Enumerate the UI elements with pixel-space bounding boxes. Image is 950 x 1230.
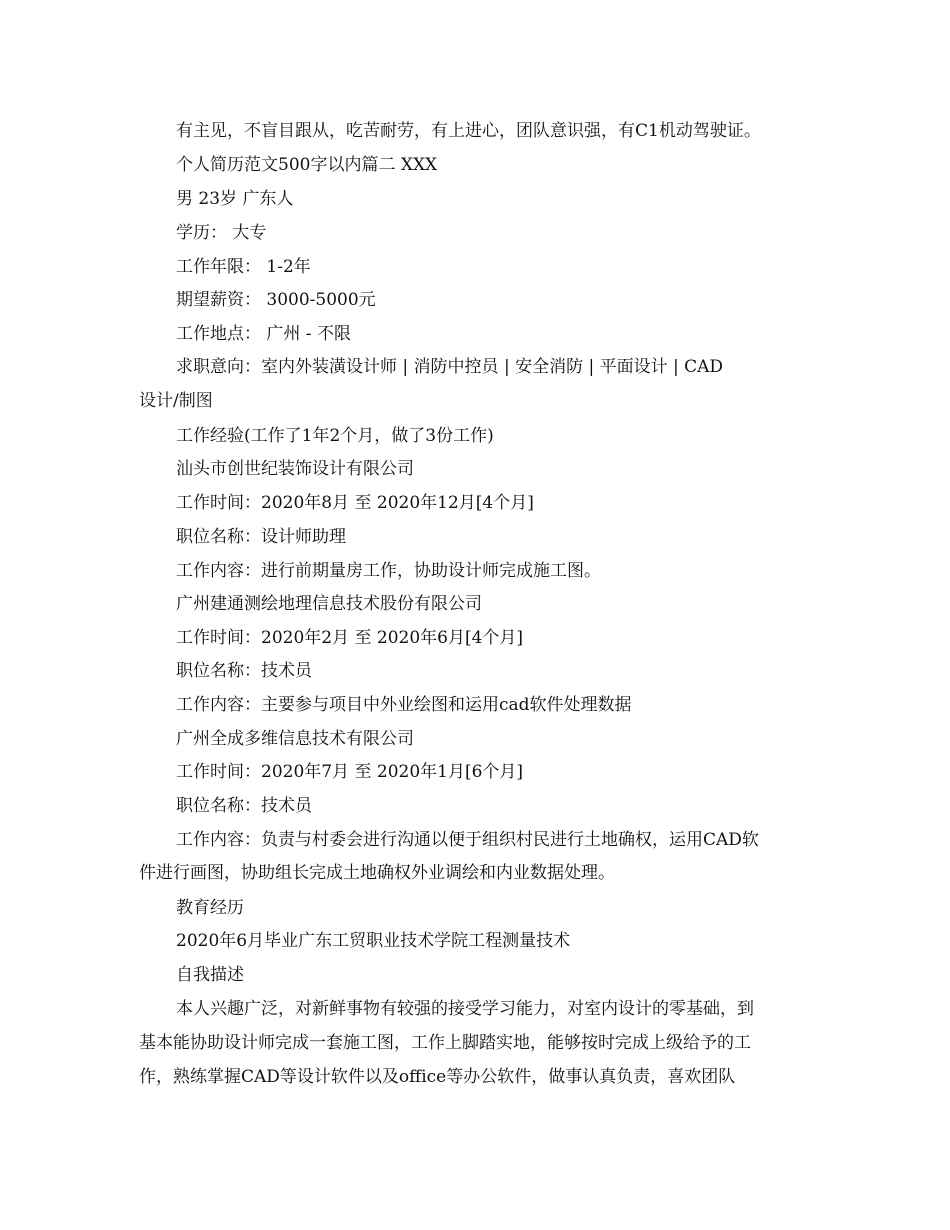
text-line-company-3-position: 职位名称：技术员 (176, 796, 312, 816)
text-line-expected-salary: 期望薪资： 3000-5000元 (176, 290, 376, 310)
text-line-company-2-time: 工作时间：2020年2月 至 2020年6月[4个月] (176, 628, 524, 648)
text-line-self-description-heading: 自我描述 (176, 965, 244, 985)
text-line-self-description-1: 本人兴趣广泛，对新鲜事物有较强的接受学习能力，对室内设计的零基础，到 (176, 999, 754, 1019)
text-line-company-2-position: 职位名称：技术员 (176, 661, 312, 681)
text-line-job-intention: 求职意向：室内外装潢设计师 | 消防中控员 | 安全消防 | 平面设计 | CAD (176, 357, 724, 377)
text-line-company-1-position: 职位名称：设计师助理 (176, 527, 346, 547)
text-line-resume-title: 个人简历范文500字以内篇二 XXX (176, 155, 438, 175)
text-line-work-location: 工作地点： 广州 - 不限 (176, 324, 351, 344)
text-line-company-3-time: 工作时间：2020年7月 至 2020年1月[6个月] (176, 762, 524, 782)
text-line-education-level: 学历： 大专 (176, 223, 267, 243)
text-line-self-description-3: 作，熟练掌握CAD等设计软件以及office等办公软件，做事认真负责，喜欢团队 (139, 1067, 736, 1087)
text-line-company-2: 广州建通测绘地理信息技术股份有限公司 (176, 594, 482, 614)
text-line-company-1-time: 工作时间：2020年8月 至 2020年12月[4个月] (176, 493, 534, 513)
text-line-education-detail: 2020年6月毕业广东工贸职业技术学院工程测量技术 (176, 931, 571, 951)
text-line-company-1: 汕头市创世纪装饰设计有限公司 (176, 459, 414, 479)
text-line-company-3-content: 工作内容：负责与村委会进行沟通以便于组织村民进行土地确权，运用CAD软 (176, 830, 759, 850)
text-line-job-intention-cont: 设计/制图 (139, 391, 213, 411)
text-line-company-1-content: 工作内容：进行前期量房工作，协助设计师完成施工图。 (176, 561, 601, 581)
text-line-company-3-content-cont: 件进行画图，协助组长完成土地确权外业调绘和内业数据处理。 (139, 863, 615, 883)
text-line-education-heading: 教育经历 (176, 898, 244, 918)
text-line-work-experience-heading: 工作经验(工作了1年2个月，做了3份工作) (176, 426, 494, 446)
text-line-basic-info: 男 23岁 广东人 (176, 189, 294, 209)
text-line-company-2-content: 工作内容：主要参与项目中外业绘图和运用cad软件处理数据 (176, 695, 632, 715)
text-line-self-description-2: 基本能协助设计师完成一套施工图，工作上脚踏实地，能够按时完成上级给予的工 (139, 1033, 751, 1053)
text-line-company-3: 广州全成多维信息技术有限公司 (176, 729, 414, 749)
text-line-personality: 有主见，不盲目跟从，吃苦耐劳，有上进心，团队意识强，有C1机动驾驶证。 (176, 121, 761, 141)
text-line-work-years: 工作年限： 1-2年 (176, 257, 311, 277)
